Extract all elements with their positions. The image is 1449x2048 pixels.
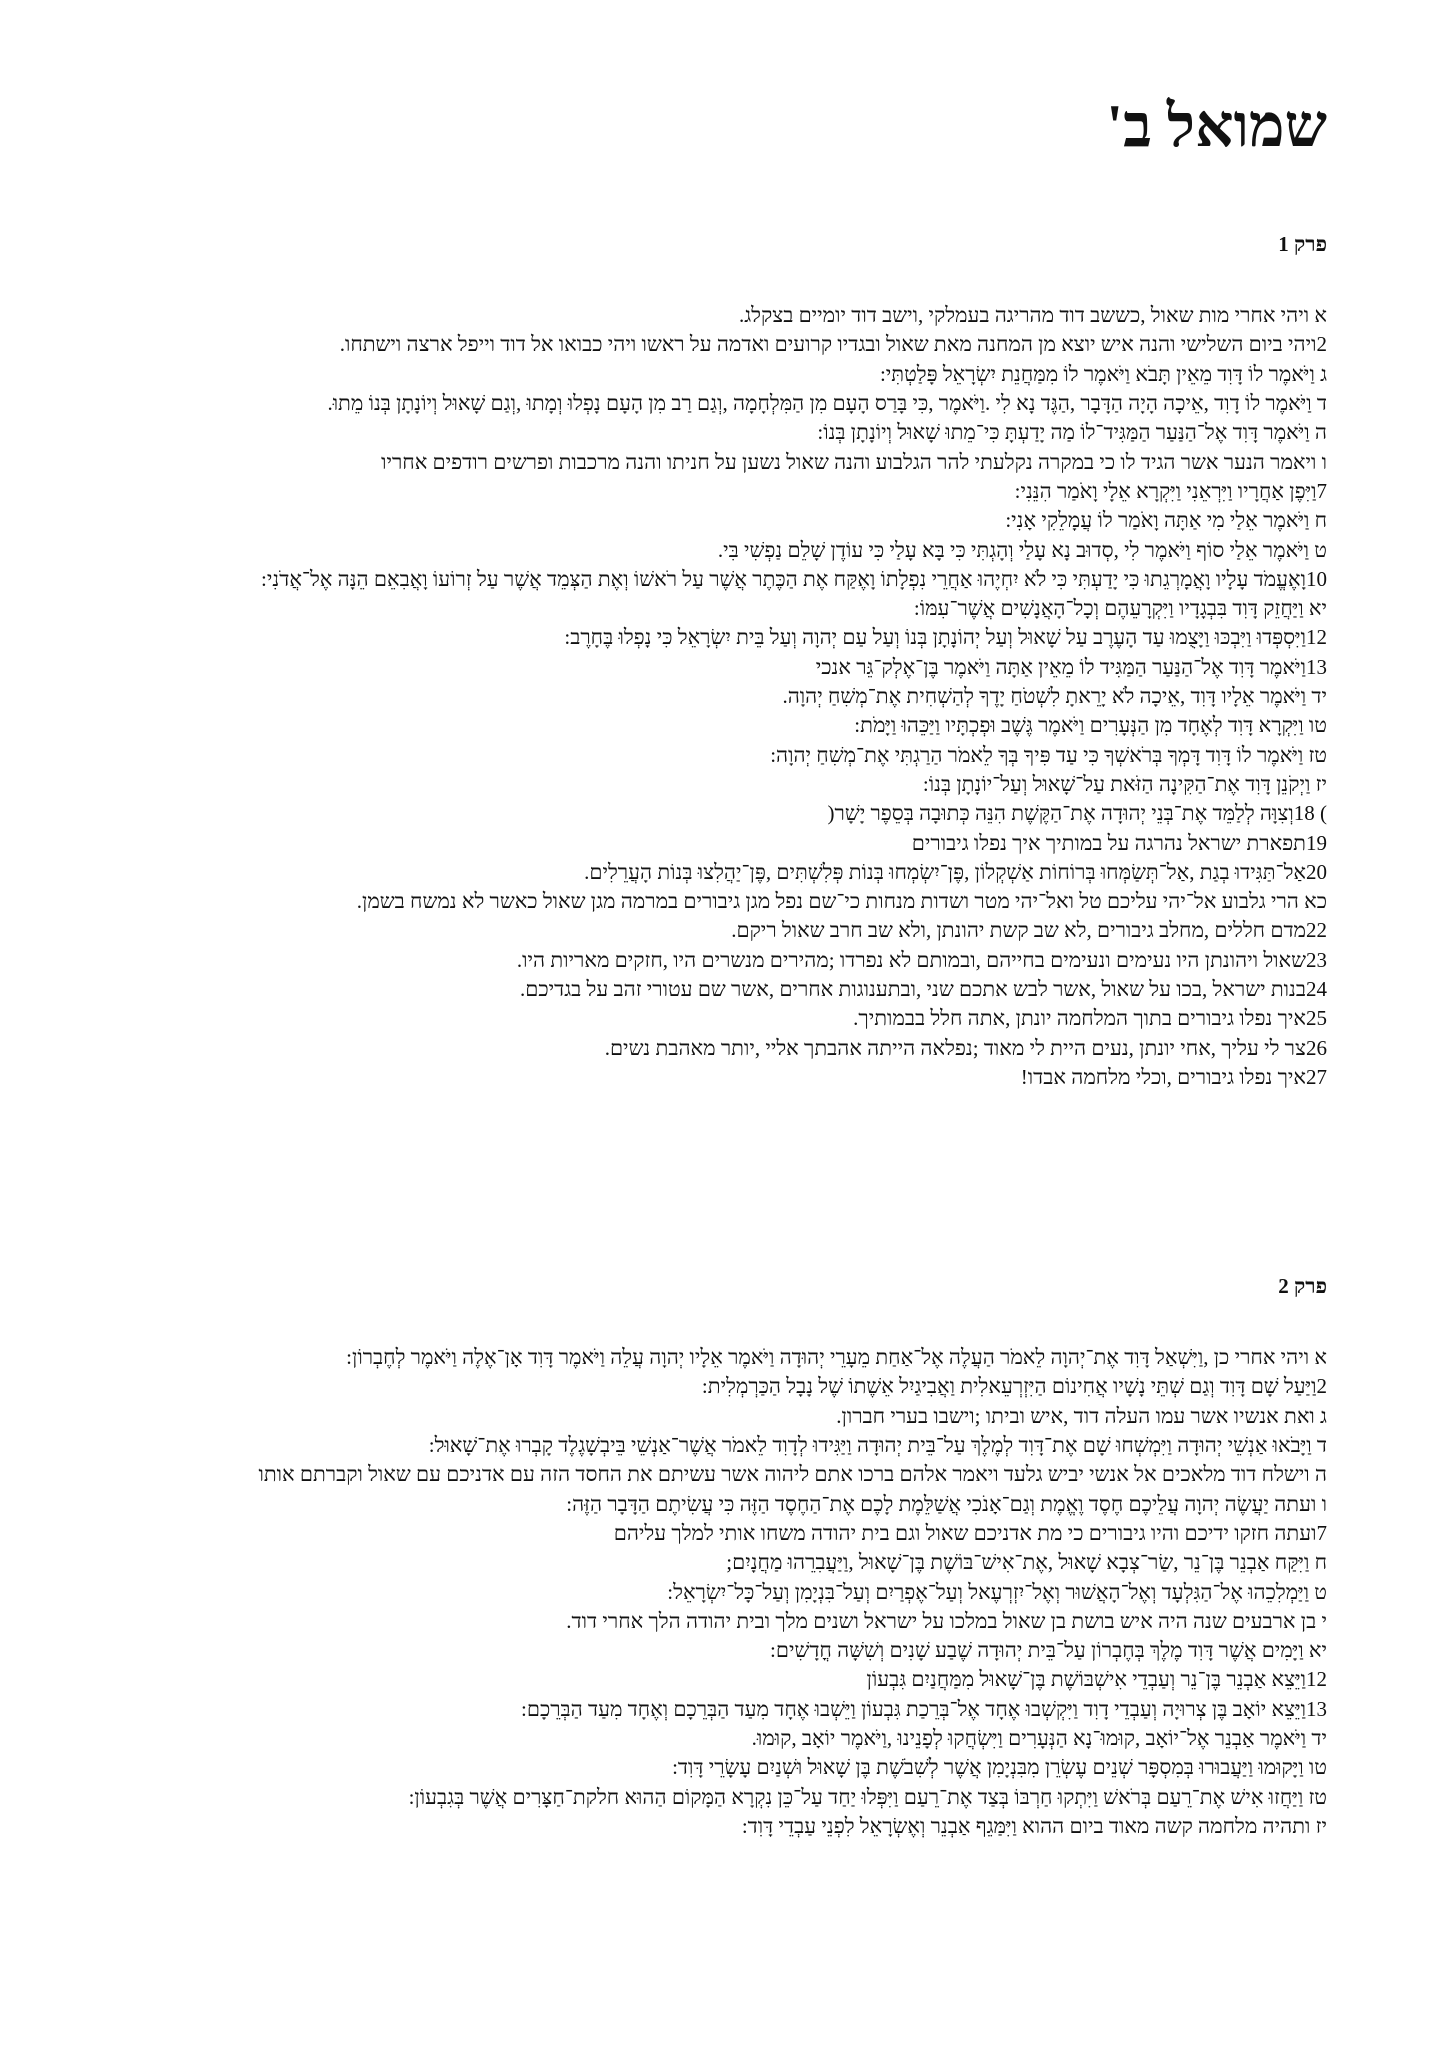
verse: 26צר לי עליך ,אחי יונתן ,נעים היית לי מאוד ;נפלאה הייתה אהבתך אליי ,יותר מאהבת נשים.: [604, 1035, 1327, 1060]
verse: כא הרי גלבוע אל־יהי עליכם טל ואל־יהי מטר ושדות מנחות כי־שם נפל מגן גיבורים במרמה מגן שאול כאשר לא נמשח בשמן.: [356, 889, 1327, 914]
chapter-heading: פרק 2: [1278, 1274, 1327, 1298]
verse: 19תפארת ישראל נהרגה על במותיך איך נפלו גיבורים: [911, 830, 1327, 855]
verse: ה וישלח דוד מלאכים אל אנשי יביש גלעד ויאמר אלהם ברכו אתם ליהוה אשר עשיתם את החסד הזה עם אדניכם עם שאול וקברתם אותו: [258, 1462, 1327, 1487]
verse-list: [122, 1343, 1327, 1841]
verse: 27איך נפלו גיבורים ,וכלי מלחמה אבדו!: [1020, 1064, 1327, 1089]
verse: ג וַיֹּאמֶר לוֹ דָּוִד מֵאֵין תָּבֹא וַיֹּאמֶר לוֹ מִמַּחֲנֵת יִשְׂרָאֵל פָּלַטְתִּי:: [879, 361, 1327, 386]
verse: 22מדם חללים ,מחלב גיבורים ,לא שב קשת יהונתן ,ולא שב חרב שאול ריקם.: [731, 918, 1327, 943]
document-title: שמואל ב': [1106, 93, 1327, 159]
verse: ) 18וְצִוָּה לְלַמֵּד אֶת־בְּנֵי יְהוּדָה אֶת־הַקֶּשֶׁת הִנֵּה כְּתוּבָה בְּסֵפֶר יָשָׁר(: [827, 801, 1327, 826]
chapter-1: [122, 232, 1327, 1092]
verse: 12וַיִּסְפְּדוּ וַיִּבְכּוּ וַיָּצֻמוּ עַד הָעֶרֶב עַל שָׁאוּל וְעַל יְהוֹנָתָן בְּנוֹ וְעַל עַם יְהוָה וְעַל בֵּית יִשְׂרָאֵל כִּי נָפְלוּ בֶּחָרֶב:: [564, 625, 1327, 650]
verse: 13וַיֹּאמֶר דָּוִד אֶל־הַנַּעַר הַמַּגִּיד לוֹ מֵאֵין אַתָּה וַיֹּאמֶר בֶּן־אֶלְק־גֵּר אנכי: [815, 654, 1327, 679]
verse: יד וַיֹּאמֶר אַבְנֵר אֶל־יוֹאָב ,קוּמוּ־נָא הַנְּעָרִים וַיִּשְׂחֲקוּ לְפָנֵינוּ ,וַיֹּאמֶר יוֹאָב ,קוּמוּ.: [751, 1726, 1327, 1751]
verse: ח וַיִּקַּח אַבְנֵר בֶּן־נֵר ,שַׂר־צְבָא שָׁאוּל ,אֶת־אִישׁ־בּוֹשֶׁת בֶּן־שָׁאוּל ,וַיַּעֲבִרֵהוּ מַחֲנָיִם;: [726, 1550, 1327, 1575]
verse: יא וַיָּמִים אֲשֶׁר דָּוִד מֶלֶךְ בְּחֶבְרוֹן עַל־בֵּית יְהוּדָה שֶׁבַע שָׁנִים וְשִׁשָּׁה חֳדָשִׁים:: [770, 1638, 1327, 1663]
verse: 24בנות ישראל ,בכו על שאול ,אשר לבש אתכם שני ,ובתענוגות אחרים ,אשר שם עטורי זהב על בגדיכם.: [520, 977, 1327, 1002]
verse: ד וַיֹּאמֶר לוֹ דָוִד ,אֵיכָה הָיָה הַדָּבָר ,הַגֶּד נָא לִי .וַיֹּאמֶר ,כִּי בָּרַס הָעָם מִן הַמִּלְחָמָה ,וְגַם רַב מִן הָעָם נָפְלוּ וְמָתוּ ,וְגַם שָׁאוּל וְיוֹנָתָן בְּנוֹ מֵתוּ.: [327, 391, 1327, 416]
verse: 12וַיֵּצֵא אַבְנֵר בֶּן־נֵר וְעַבְדֵי אִישְׁבּוֹשֶׁת בֶּן־שָׁאוּל מִמַּחֲנַיִם גִּבְעוֹן: [866, 1667, 1327, 1692]
verse: 7ועתה חזקו ידיכם והיו גיבורים כי מת אדניכם שאול וגם בית יהודה משחו אותי למלך עליהם: [613, 1520, 1327, 1545]
verse: ו ועתה יַעֲשֶׂה יְהוָה עֲלֵיכֶם חֶסֶד וֶאֱמֶת וְגַם־אָנֹכִי אֲשַׁלֵּמֶת לָכֶם אֶת־הַחֶסֶד הַזֶּה כִּי עֲשִׂיתֶם הַדָּבָר הַזֶּה:: [566, 1491, 1327, 1516]
chapter-2: [122, 1274, 1327, 1841]
verse: טו וַיִּקְרָא דָּוִד לְאֶחָד מִן הַנְּעָרִים וַיֹּאמֶר גֶּשֶׁב וּפְכְתָּיו וַיַּכֵּהוּ וַיָּמֹת:: [854, 713, 1327, 738]
verse: 2ויהי ביום השלישי והנה איש יוצא מן המחנה מאת שאול ובגדיו קרועים ואדמה על ראשו ויהי כבואו אל דוד וייפל ארצה וישתחו.: [339, 332, 1327, 357]
verse: טז וַיַּחֲזוּ אִישׁ אֶת־רֵעַם בְּרֹאשׁ וַיִּתְקוּ חַרְבּוֹ בְּצַד אֶת־רֵעַם וַיִּפְּלוּ יַחַד עַל־כֵּן נִקְרָא הַמָּקוֹם הַהוּא חלקת־חַצָּרִים אֲשֶׁר בְּגִבְעוֹן:: [408, 1784, 1327, 1809]
verse: 23שאול ויהונתן היו נעימים ונעימים בחייהם ,ובמותם לא נפרדו ;מהירים מנשרים היו ,חזקים מאריות היו.: [516, 947, 1327, 972]
chapter-heading: פרק 1: [1278, 232, 1327, 256]
verse: יז ותהיה מלחמה קשה מאוד ביום ההוא וַיִּמַּגֵף אַבְנֵר וְאֶשְׂרָאֵל לִפְנֵי עַבְדֵי דָּוִד:: [741, 1813, 1327, 1838]
verse: 25איך נפלו גיבורים בתוך המלחמה יונתן ,אתה חלל בבמותיך.: [853, 1006, 1327, 1031]
verse: ג ואת אנשיו אשר עמו העלה דוד ,איש וביתו ;וישבו בערי חברון.: [836, 1403, 1327, 1428]
verse: טז וַיֹּאמֶר לוֹ דָּוִד דָּמְךָ בְּרֹאשְׁךָ כִּי עַד פִּיךָ בְּךָ לֵאמֹר הַרַגְתִּי אֶת־מְשִׁחַ יְהוָה:: [770, 742, 1327, 767]
verse: א ויהי אחרי מות שאול ,כששב דוד מהריגה בעמלקי ,וישב דוד יומיים בצקלג.: [738, 303, 1327, 328]
verse: ט וַיַּמְלִכֵהוּ אֶל־הַגִּלְעָד וְאֶל־הָאֲשׁוּר וְאֶל־יִזְרְעֶאל וְעַל־אֶפְרַיִם וְעַל־בִּנְיָמִן וְעַל־כָּל־יִשְׂרָאֵל:: [667, 1579, 1327, 1604]
verse: 2וַיַּעַל שָׁם דָּוִד וְגַם שְׁתֵּי נָשָׁיו אֲחִינוֹם הַיִּזְרְעֵאלִית וַאֲבִיגַיִל אֵשֶׁתוֹ שֶׁל נָבָל הַכַּרְמְלִית:: [701, 1374, 1327, 1399]
verse-list: [122, 301, 1327, 1092]
verse: יז וַיְקֹנֵן דָּוִד אֶת־הַקִּינָה הַזֹּאת עַל־שָׁאוּל וְעַל־יוֹנָתָן בְּנוֹ:: [922, 771, 1327, 796]
verse: טו וַיָּקוּמוּ וַיַּעֲבוּרוּ בְּמִסְפָּר שְׁנֵים עֶשְׂרֵן מִבִּנְיָמִן אֲשֶׁר לְשִׁבֹשֶׁת בֶּן שָׁאוּל וּשְׁנַיִם עָשָׂרֵי דָּוִד:: [672, 1755, 1327, 1780]
verse: ה וַיֹּאמֶר דָּוִד אֶל־הַנַּעַר הַמַּגִּיד־לוֹ מַה יָדַעְתָּ כִּי־מֵתוּ שָׁאוּל וְיוֹנָתָן בְּנוֹ:: [817, 420, 1327, 445]
verse: 13וַיֵּצֵא יוֹאָב בֶּן צְרוּיָה וְעַבְדֵי דָוִד וַיִּקְשְׁבוּ אֶחָד אֶל־בְּרֵכַת גִּבְעוֹן וַיֵּשְׁבוּ אֶחָד מִעַד הַבְּרֵכָם וְאֶחָד מִעַד הַבְּרֵכָם:: [521, 1696, 1327, 1721]
verse: י בן ארבעים שנה היה איש בושת בן שאול במלכו על ישראל ושנים מלך ובית יהודה הלך אחרי דוד.: [566, 1608, 1327, 1633]
verse: ט וַיֹּאמֶר אֵלַי סוֹף וַיֹּאמֶר לִי ,סְדוּב נָא עָלַי וְהָגְתִּי כִּי בָּא עָלַי כִּי עוֹדֶן שָׁלֵם נַפְשִׁי בִּי.: [717, 537, 1327, 562]
verse: ד וַיָּבֹאוּ אַנְשֵׁי יְהוּדָה וַיִּמְשְׁחוּ שָׁם אֶת־דָּוִד לְמֶלֶךְ עַל־בֵּית יְהוּדָה וַיַּגִּידוּ לְדָוִד לֵאמֹר אֲשֶׁר־אַנְשֵׁי בֵּיבְשָׁגֶלֶד קָבְרוּ אֶת־שָׁאוּל:: [428, 1433, 1327, 1458]
verse: יא וַיַּחֲזֵק דָּוִד בִּבְגָדָיו וַיִּקְרָעֵהֶם וְכָל־הָאֲנָשִׁים אֲשֶׁר־עִמּוֹ:: [913, 596, 1327, 621]
verse: 7וַיִּפֶן אַחֲרָיו וַיִּרְאֵנִי וַיִּקְרָא אֵלָי וָאֹמַר הִנֵּנִי:: [1014, 478, 1327, 503]
verse: א ויהי אחרי כן ,וַיִּשְׁאַל דָּוִד אֶת־יְהוָה לֵאמֹר הַעֲלֶה אֶל־אַחַת מֵעָרֵי יְהוּדָה וַיֹּאמֶר אֵלָיו יְהוָה עֲלֵה וַיֹּאמֶר דָּוִד אָן־אֶלֶה וַיֹּאמֶר לְחֶבְרוֹן:: [346, 1345, 1327, 1370]
verse: יד וַיֹּאמֶר אֵלָיו דָּוִד ,אֵיכָה לֹא יָרֵאתָ לִשְׁטֹחַ יָדֶךָ לְהַשְׁחִית אֶת־מְשִׁחַ יְהוָה.: [782, 684, 1327, 709]
verse: ח וַיֹּאמֶר אֵלַי מִי אַתָּה וָאֹמַר לוֹ עֲמָלֵקִי אָנִי:: [1005, 508, 1327, 533]
verse: 10וָאֶעֱמֹד עָלָיו וָאֲמָרְגֵתוּ כִּי יָדַעְתִּי כִּי לֹא יִחְיֶהוּ אַחֲרֵי נִפְלָתוֹ וָאֶקַּח אֶת הַכֶּתֶר אֲשֶׁר עַל רֹאשׁוֹ וְאֶת הַצְּמֵד אֲשֶׁר עַל זְרוֹעוֹ וָאֲבִאֵם הֵנָּה אֶל־אֲדֹנִי:: [261, 566, 1327, 591]
verse: 20אַל־תַּגִּידוּ בְגַת ,אַל־תְּשַׂמְּחוּ בְּרוֹחוֹת אַשְׁקְלוֹן ,פֶּן־יִשְׂמְחוּ בְּנוֹת פְּלִשְׁתִּים ,פֶּן־יַהֲלִצוּ בְּנוֹת הָעֲרֵלִים.: [584, 859, 1327, 884]
verse: ו ויאמר הנער אשר הגיד לו כי במקרה נקלעתי להר הגלבוע והנה שאול נשען על חניתו והנה מרכבות ופרשים רודפים אחריו: [381, 449, 1327, 474]
